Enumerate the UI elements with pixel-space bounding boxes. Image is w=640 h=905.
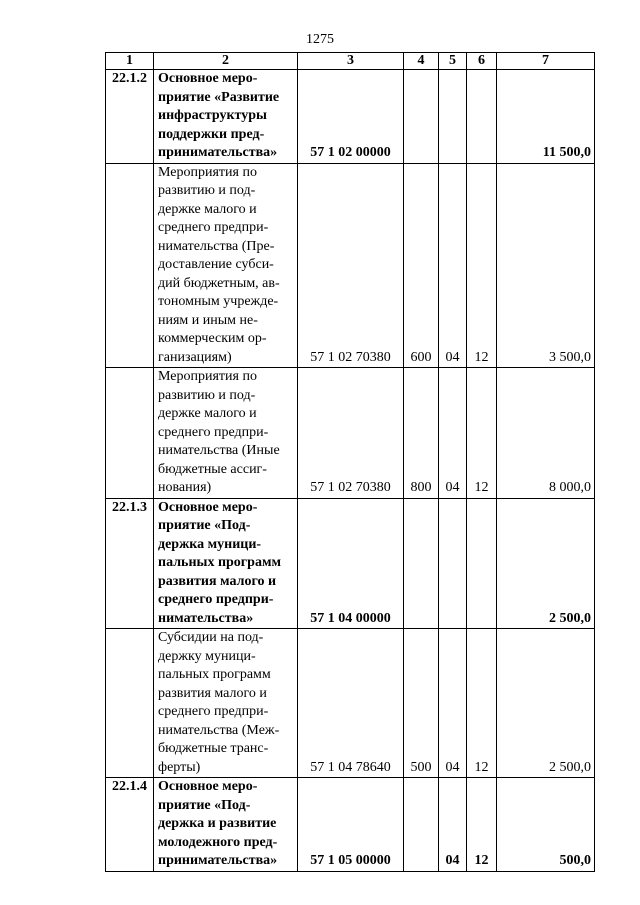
row-name-line: развития малого и (158, 685, 267, 701)
row-section: 04 (439, 368, 467, 499)
row-name-line: дий бюджетным, ав- (158, 275, 280, 291)
row-code: 57 1 04 78640 (298, 629, 404, 778)
row-name-line: держке малого и (158, 201, 257, 217)
row-name-line: нимательства» (158, 610, 254, 626)
row-sum: 11 500,0 (497, 70, 595, 164)
row-expense-type: 600 (404, 163, 439, 368)
row-subsection: 12 (467, 368, 497, 499)
row-name-line: нимательства (Пре- (158, 238, 275, 254)
row-name-line: развитию и под- (158, 387, 256, 403)
row-subsection: 12 (467, 163, 497, 368)
row-name-line: приятие «Под- (158, 797, 251, 813)
row-name-line: доставление субси- (158, 257, 274, 272)
header-cell: 1 (106, 53, 154, 70)
row-number: 22.1.3 (106, 498, 154, 629)
table-row (106, 368, 595, 499)
row-number (106, 368, 154, 499)
row-name-line: ганизациям) (158, 349, 232, 365)
row-subsection (467, 498, 497, 629)
row-name-line: нования) (158, 480, 212, 495)
row-section: 04 (439, 629, 467, 778)
row-sum: 2 500,0 (497, 629, 595, 778)
row-name-line: ферты) (158, 759, 201, 775)
row-number: 22.1.4 (106, 778, 154, 872)
row-sum: 500,0 (497, 778, 595, 872)
row-subsection: 12 (467, 778, 497, 872)
row-name-line: держке малого и (158, 406, 257, 421)
row-name-line: Субсидии на под- (158, 630, 264, 645)
row-name (154, 163, 298, 368)
row-sum: 2 500,0 (497, 498, 595, 629)
row-name-line: тономным учрежде- (158, 294, 279, 309)
row-name (154, 70, 298, 164)
row-name-line: приятие «Под- (158, 518, 251, 533)
row-expense-type (404, 70, 439, 164)
row-expense-type: 800 (404, 368, 439, 499)
row-name-line: Основное меро- (158, 499, 258, 515)
table-row (106, 163, 595, 368)
row-number: 22.1.2 (106, 70, 154, 164)
row-sum: 8 000,0 (497, 368, 595, 499)
row-code: 57 1 05 00000 (298, 778, 404, 872)
row-name-line: развитию и под- (158, 183, 256, 198)
row-name-line: Мероприятия по (158, 369, 257, 384)
row-code: 57 1 02 00000 (298, 70, 404, 164)
page-number: 1275 (306, 32, 334, 47)
row-name-line: инфраструктуры (158, 108, 267, 123)
row-section (439, 70, 467, 164)
row-number (106, 629, 154, 778)
row-name-line: молодежного пред- (158, 834, 278, 850)
row-name-line: держка и развитие (158, 816, 277, 831)
row-number (106, 163, 154, 368)
row-name (154, 368, 298, 499)
row-name-line: нимательства (Иные (158, 443, 280, 458)
row-expense-type (404, 498, 439, 629)
row-section (439, 498, 467, 629)
table-row (106, 498, 595, 629)
row-name-line: коммерческим ор- (158, 331, 267, 346)
table-row (106, 778, 595, 872)
row-name-line: приятие «Развитие (158, 89, 280, 105)
row-name-line: среднего предпри- (158, 220, 269, 235)
row-name-line: принимательства» (158, 853, 278, 868)
row-name-line: ниям и иным не- (158, 312, 258, 328)
row-subsection: 12 (467, 629, 497, 778)
row-name-line: нимательства (Меж- (158, 722, 280, 738)
row-name-line: Основное меро- (158, 779, 258, 794)
row-name-line: Основное меро- (158, 71, 258, 86)
row-section: 04 (439, 163, 467, 368)
row-name (154, 629, 298, 778)
row-name-line: среднего предпри- (158, 424, 269, 440)
table-row (106, 70, 595, 164)
row-name-line: Мероприятия по (158, 164, 257, 180)
row-expense-type (404, 778, 439, 872)
table-row (106, 629, 595, 778)
row-name-line: пальных программ (158, 667, 271, 682)
row-name-line: среднего предпри- (158, 704, 269, 719)
row-code: 57 1 04 00000 (298, 498, 404, 629)
header-cell: 6 (467, 53, 497, 70)
row-name (154, 778, 298, 872)
row-code: 57 1 02 70380 (298, 368, 404, 499)
row-name-line: держка муници- (158, 536, 262, 552)
header-cell: 3 (298, 53, 404, 70)
row-subsection (467, 70, 497, 164)
row-name-line: среднего предпри- (158, 592, 274, 607)
row-name-line: держку муници- (158, 648, 256, 664)
row-sum: 3 500,0 (497, 163, 595, 368)
header-cell: 7 (497, 53, 595, 70)
header-cell: 5 (439, 53, 467, 70)
header-row (106, 53, 595, 70)
row-name-line: развития малого и (158, 573, 277, 589)
budget-table (105, 52, 595, 872)
row-name-line: пальных программ (158, 555, 282, 570)
row-name-line: поддержки пред- (158, 126, 265, 142)
row-name-line: бюджетные транс- (158, 741, 269, 756)
row-code: 57 1 02 70380 (298, 163, 404, 368)
row-section: 04 (439, 778, 467, 872)
row-name (154, 498, 298, 629)
header-cell: 4 (404, 53, 439, 70)
row-name-line: принимательства» (158, 145, 278, 160)
header-cell: 2 (154, 53, 298, 70)
row-name-line: бюджетные ассиг- (158, 461, 267, 477)
row-expense-type: 500 (404, 629, 439, 778)
